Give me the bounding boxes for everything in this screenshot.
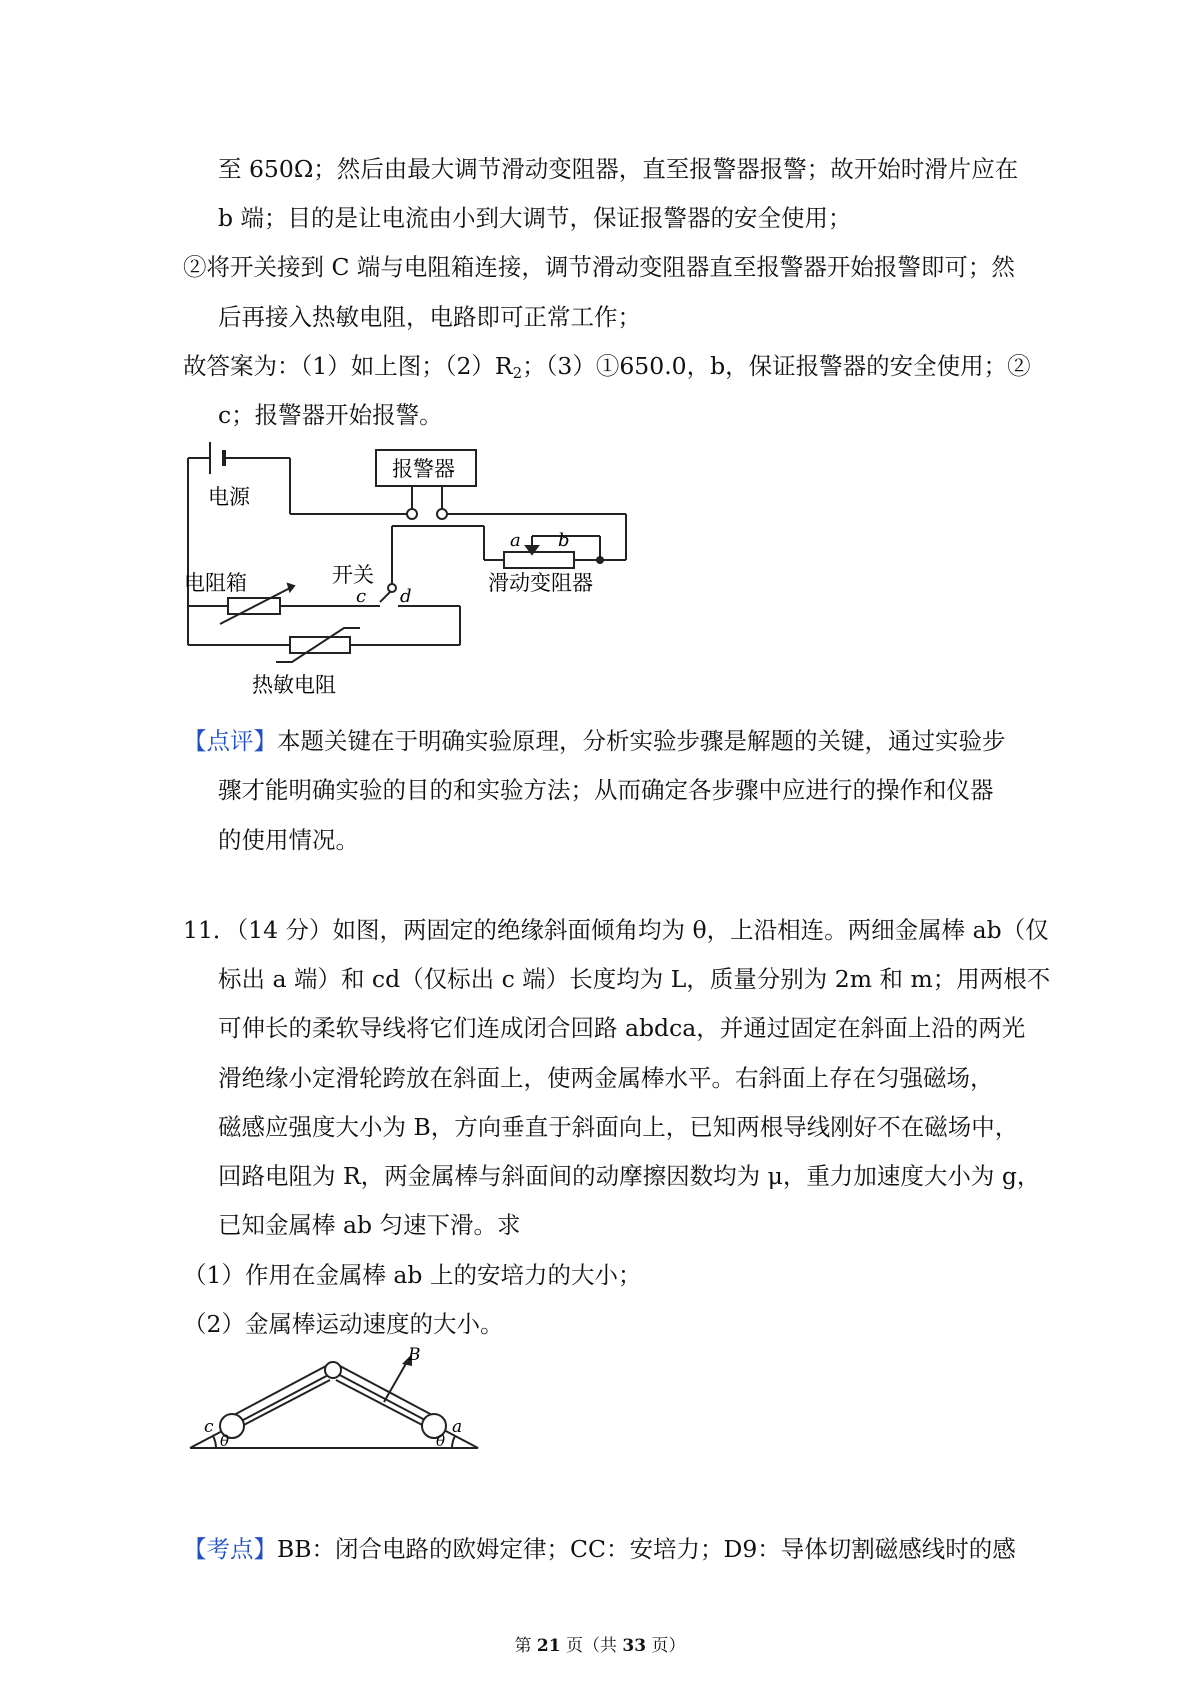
footer-mid: 页（共 (560, 1636, 623, 1656)
kaodian-tag: 【考点】 (183, 1535, 277, 1563)
label-c-end: c (204, 1417, 214, 1437)
answer-part: ；（3）①650.0，b，保证报警器的安全使用；② (522, 352, 1031, 380)
kaodian-line (183, 1535, 1016, 1563)
review-line: 骤才能明确实验的目的和实验方法；从而确定各步骤中应进行的操作和仪器 (218, 776, 994, 804)
question-line: 磁感应强度大小为 B，方向垂直于斜面向上，已知两根导线刚好不在磁场中， (218, 1113, 1019, 1141)
label-theta-right: θ (436, 1432, 446, 1450)
question-line: 可伸长的柔软导线将它们连成闭合回路 abdca，并通过固定在斜面上沿的两光 (218, 1014, 1026, 1042)
question-line: 回路电阻为 R，两金属棒与斜面间的动摩擦因数均为 μ，重力加速度大小为 g， (218, 1162, 1041, 1190)
label-d: d (400, 586, 412, 607)
label-thermistor: 热敏电阻 (252, 673, 336, 697)
solution-line: 后再接入热敏电阻，电路即可正常工作； (218, 303, 641, 331)
label-alarm: 报警器 (392, 457, 455, 481)
answer-line (183, 352, 1031, 382)
label-switch: 开关 (332, 563, 374, 587)
review-line: 的使用情况。 (218, 826, 359, 854)
answer-line: c；报警器开始报警。 (218, 401, 443, 429)
solution-line: 至 650Ω；然后由最大调节滑动变阻器，直至报警器报警；故开始时滑片应在 (218, 155, 1019, 183)
review-line (183, 727, 1006, 755)
solution-line: b 端；目的是让电流由小到大调节，保证报警器的安全使用； (218, 204, 852, 232)
footer-post: 页） (646, 1636, 686, 1656)
sub-question: （1）作用在金属棒 ab 上的安培力的大小； (183, 1261, 642, 1289)
label-b: b (558, 530, 570, 551)
label-resistor-box: 电阻箱 (184, 571, 247, 595)
circuit-diagram (180, 440, 660, 704)
question-line: 已知金属棒 ab 匀速下滑。求 (218, 1211, 521, 1239)
label-power: 电源 (208, 485, 250, 509)
footer-total-pages: 33 (622, 1636, 647, 1656)
question-line: 标出 a 端）和 cd（仅标出 c 端）长度均为 L，质量分别为 2m 和 m；用两根不 (218, 965, 1051, 993)
footer-pre: 第 (514, 1636, 537, 1656)
kaodian-text: BB：闭合电路的欧姆定律；CC：安培力；D9：导体切割磁感线时的感 (277, 1535, 1016, 1563)
answer-subscript: 2 (512, 364, 523, 382)
label-rheostat: 滑动变阻器 (488, 571, 593, 595)
solution-line: ②将开关接到 C 端与电阻箱连接，调节滑动变阻器直至报警器开始报警即可；然 (183, 253, 1015, 281)
label-theta-left: θ (220, 1432, 230, 1450)
label-B-field: B (408, 1345, 421, 1365)
label-a-end: a (452, 1417, 463, 1437)
label-c: c (356, 586, 367, 607)
label-a: a (510, 530, 521, 551)
answer-part: 故答案为：（1）如上图；（2）R (183, 352, 513, 380)
question-line: 滑绝缘小定滑轮跨放在斜面上，使两金属棒水平。右斜面上存在匀强磁场， (218, 1064, 994, 1092)
review-text: 本题关键在于明确实验原理，分析实验步骤是解题的关键，通过实验步 (277, 727, 1006, 755)
page-footer (0, 1631, 1200, 1656)
sub-question: （2）金属棒运动速度的大小。 (183, 1310, 504, 1338)
review-tag: 【点评】 (183, 727, 277, 755)
incline-diagram (186, 1342, 486, 1456)
question-line: 11．（14 分）如图，两固定的绝缘斜面倾角均为 θ，上沿相连。两细金属棒 ab（仅 (183, 916, 1049, 944)
footer-page-number: 21 (536, 1636, 561, 1656)
